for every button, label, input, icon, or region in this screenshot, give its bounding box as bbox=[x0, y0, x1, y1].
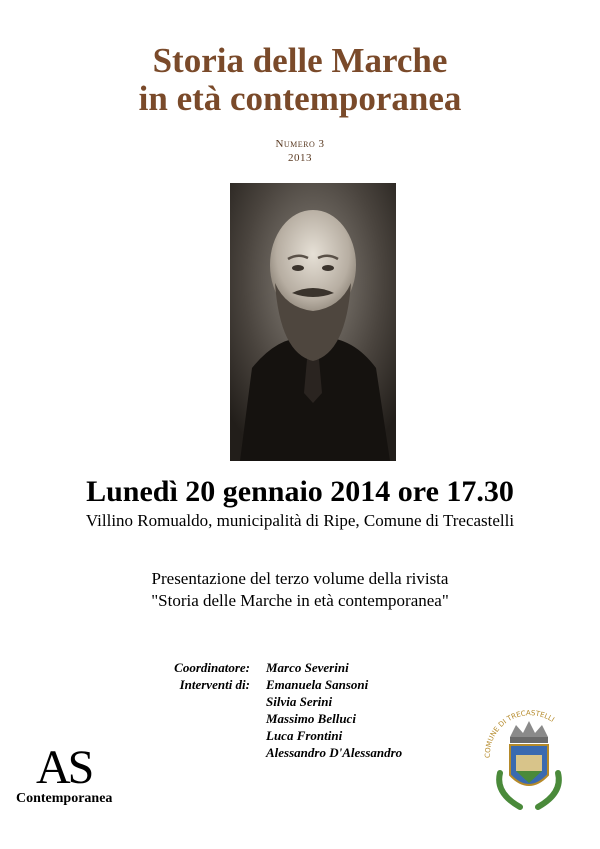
portrait-photo bbox=[230, 183, 396, 461]
trecastelli-crest-icon bbox=[480, 703, 578, 813]
presentation-line2: "Storia delle Marche in età contemporanea" bbox=[151, 591, 449, 610]
speaker-row bbox=[150, 710, 402, 727]
speakers-label: Interventi di: bbox=[179, 677, 250, 692]
speaker-row bbox=[150, 727, 402, 744]
coordinator-label: Coordinatore: bbox=[174, 660, 250, 675]
issue-year: 2013 bbox=[288, 152, 312, 164]
presentation-line1: Presentazione del terzo volume della rivista bbox=[151, 569, 449, 588]
speaker-name: Silvia Serini bbox=[266, 694, 333, 709]
speaker-name: Emanuela Sansoni bbox=[266, 677, 369, 692]
journal-title bbox=[0, 42, 600, 118]
speaker-name: Massimo Belluci bbox=[266, 711, 356, 726]
crest-text: COMUNE DI TRECASTELLI bbox=[483, 709, 556, 759]
speaker-name: Luca Frontini bbox=[266, 728, 343, 743]
speaker-name: Alessandro D'Alessandro bbox=[266, 745, 403, 760]
presentation-text bbox=[90, 568, 510, 612]
as-logo-name: Contemporanea bbox=[16, 791, 113, 806]
journal-title-line2: in età contemporanea bbox=[138, 79, 462, 118]
issue-number: Numero 3 bbox=[275, 138, 325, 150]
as-contemporanea-logo bbox=[16, 743, 136, 813]
speaker-row bbox=[150, 744, 402, 761]
journal-title-line1: Storia delle Marche bbox=[152, 41, 448, 80]
coordinator-row bbox=[150, 659, 402, 676]
event-venue: Villino Romualdo, municipalità di Ripe, Comune di Trecastelli bbox=[85, 511, 515, 530]
speaker-row bbox=[150, 676, 402, 693]
credits-block bbox=[150, 659, 402, 761]
coordinator-name: Marco Severini bbox=[266, 660, 349, 675]
as-logo-mark: AS bbox=[36, 741, 92, 794]
issue-info bbox=[0, 137, 600, 165]
event-date-time: Lunedì 20 gennaio 2014 ore 17.30 bbox=[86, 475, 514, 508]
speaker-row bbox=[150, 693, 402, 710]
